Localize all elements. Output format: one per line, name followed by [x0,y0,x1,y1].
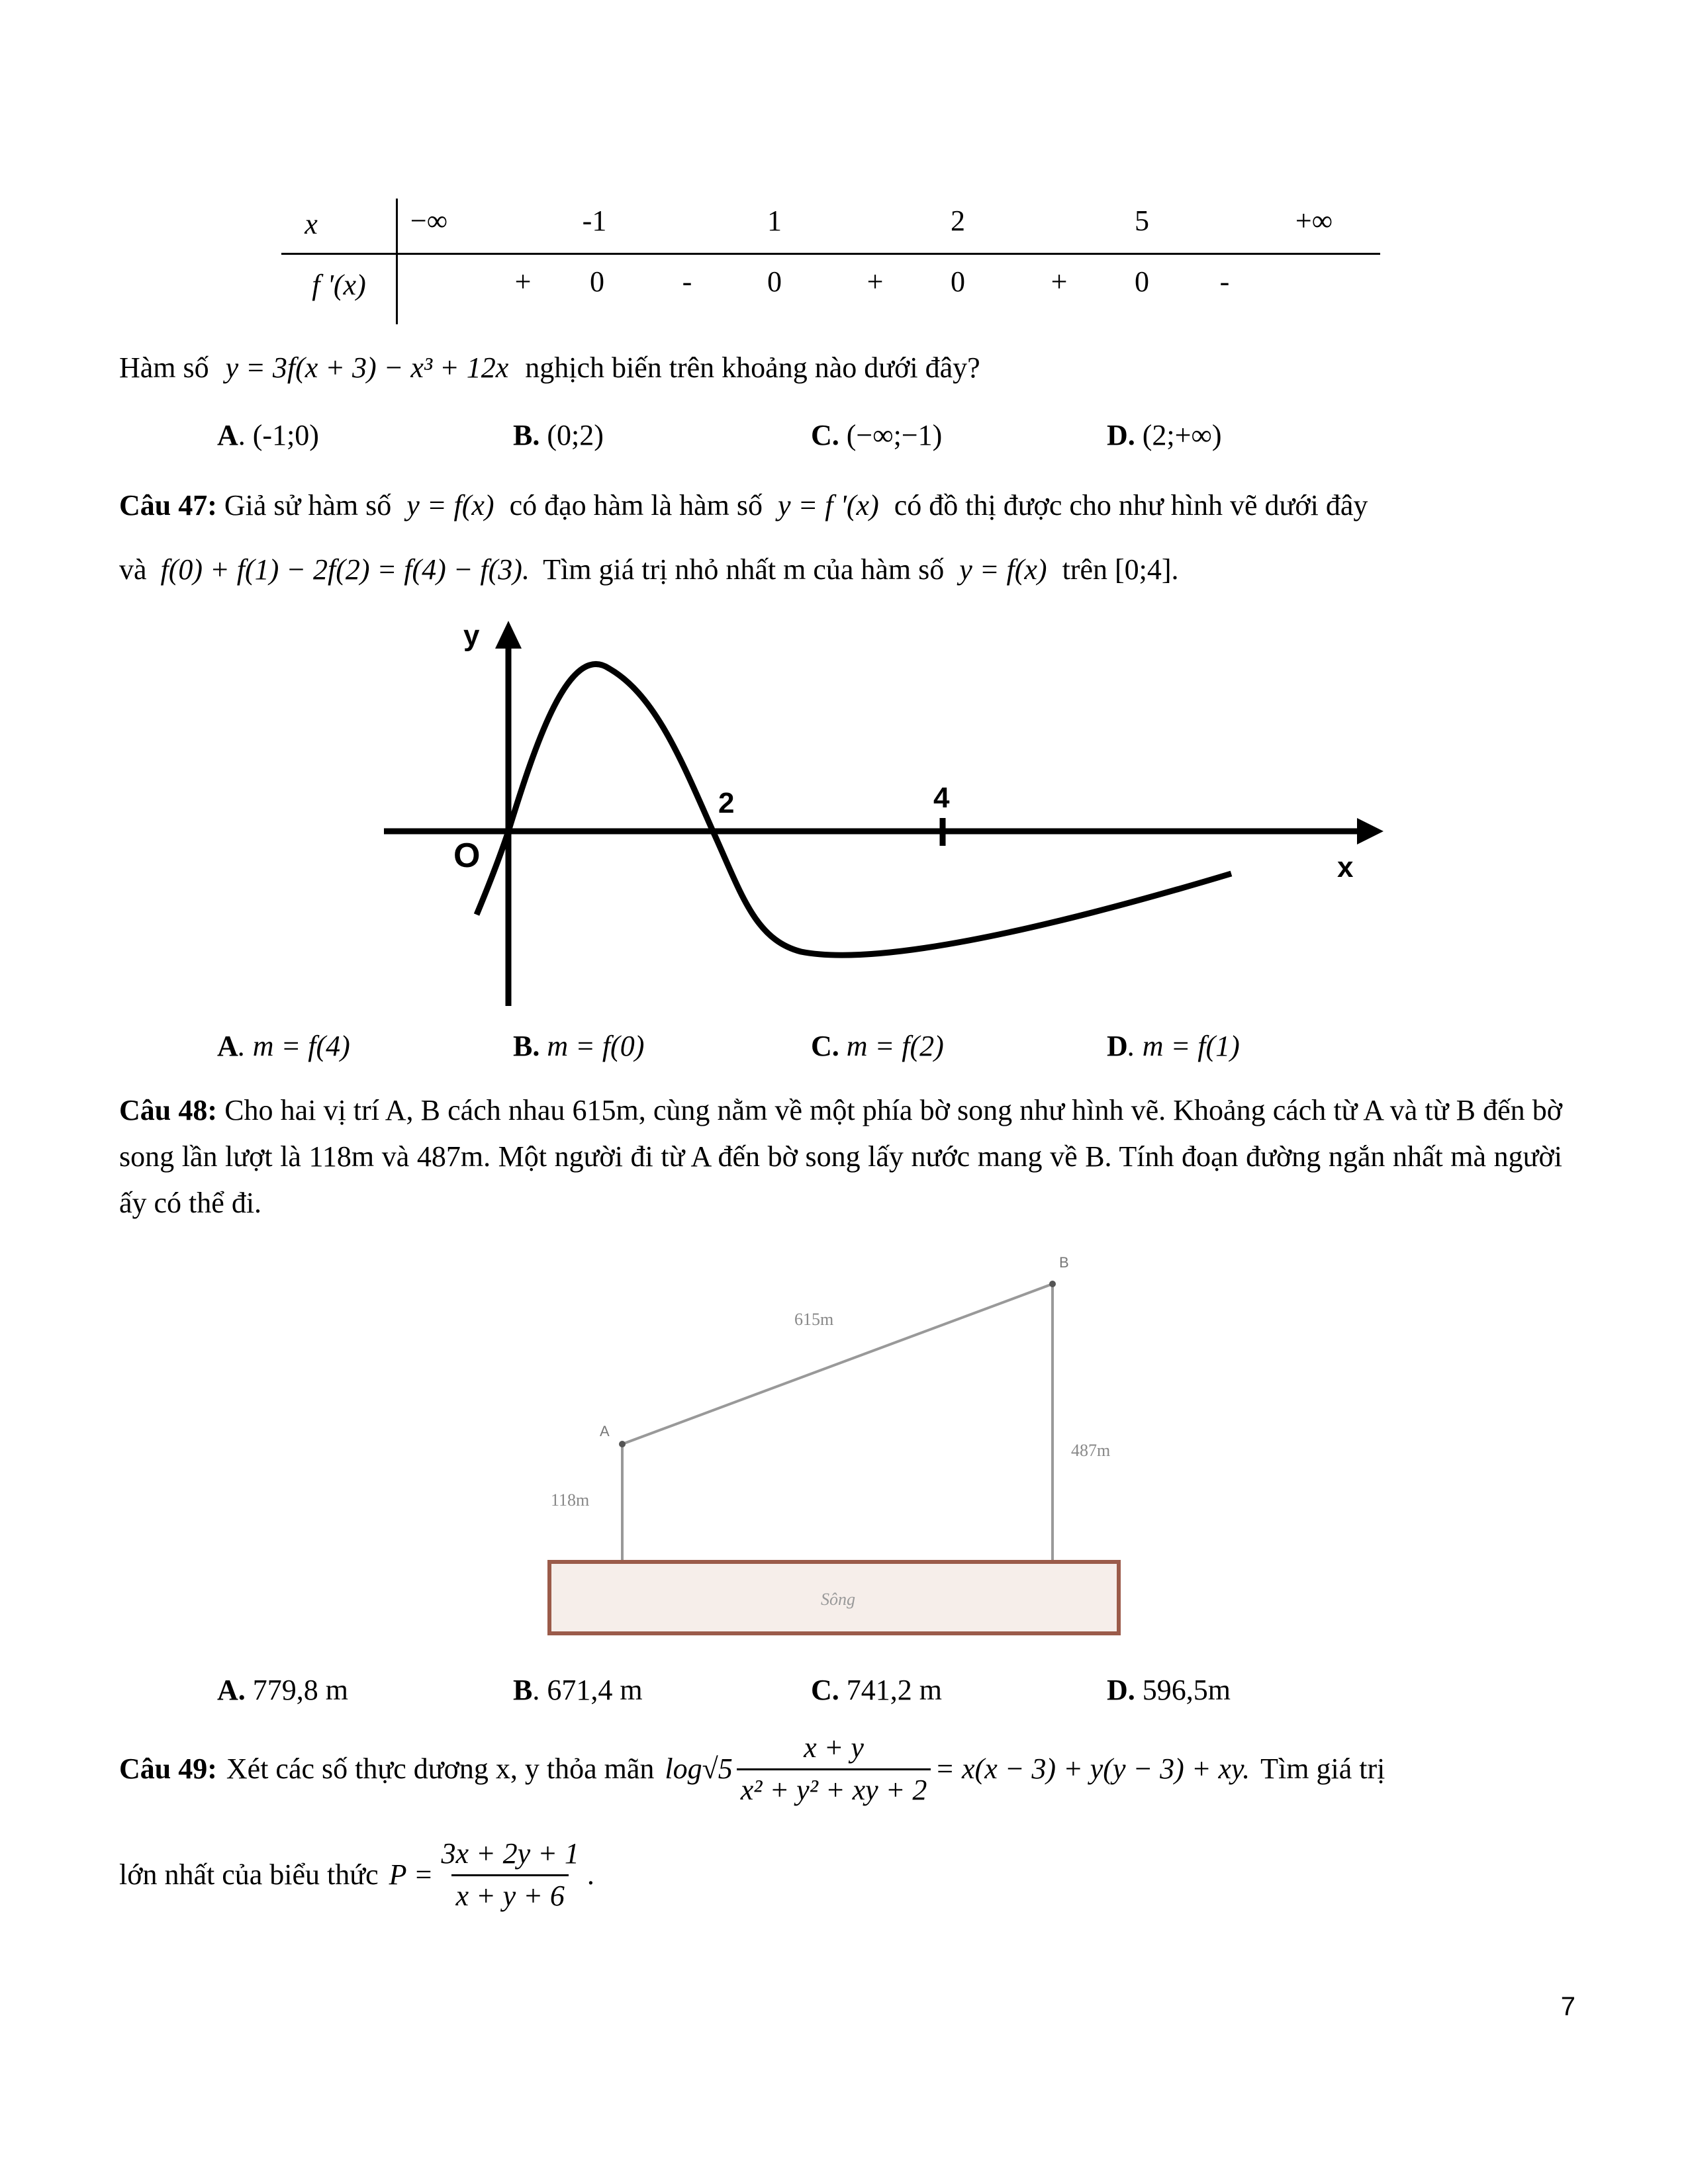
p-lhs: P = [389,1858,434,1891]
q47-formula: y = f(x) [959,553,1047,586]
q47-option-d[interactable]: D. m = f(1) [1107,1030,1240,1062]
q46-option-c[interactable]: C. (−∞;−1) [811,419,943,451]
q49-line-2 [119,1837,594,1914]
q46-option-b[interactable]: B. (0;2) [513,419,604,451]
sign-cell: 0 [590,265,604,298]
q47-text: Tìm giá trị nhỏ nhất m của hàm số [543,553,945,586]
table-column-divider [396,199,398,324]
p-denominator: x + y + 6 [451,1874,568,1914]
q46-stem-suffix: nghịch biến trên khoảng nào dưới đây? [525,351,980,384]
point-a-dot [619,1441,626,1447]
q48-option-c[interactable]: C. 741,2 m [811,1674,943,1706]
q47-text: có đạo hàm là hàm số [509,489,763,522]
x-row-label: x [305,208,318,240]
q49-label: Câu 49: [119,1752,217,1785]
p-numerator: 3x + 2y + 1 [441,1837,579,1870]
q49-text: lớn nhất của biểu thức [119,1858,379,1891]
q46-option-a[interactable]: A. (-1;0) [217,419,319,451]
q48-option-d[interactable]: D. 596,5m [1107,1674,1231,1706]
point-a-label: A [600,1423,610,1439]
q48-option-b[interactable]: B. 671,4 m [513,1674,643,1706]
point-b-dot [1049,1281,1056,1287]
q46-stem [119,351,980,386]
q49-fraction [737,1731,931,1808]
q48-label: Câu 48: [119,1094,218,1126]
q48-stem [119,1087,1562,1226]
q49-log: log√5 [665,1752,733,1785]
sign-cell: - [682,265,692,298]
q47-formula: f(0) + f(1) − 2f(2) = f(4) − f(3). [160,553,530,586]
river-figure [530,1244,1152,1655]
q46-stem-prefix: Hàm số [119,351,209,384]
sign-cell: + [514,265,532,298]
q47-formula: y = f '(x) [778,489,879,522]
q49-text: Xét các số thực dương x, y thỏa mãn [226,1752,655,1785]
q48-text: Cho hai vị trí A, B cách nhau 615m, cùng nằm về một phía bờ song như hình vẽ. Khoảng cách từ A và từ B đến bờ song lần lượt là 118m và 487m. Một người đi từ A đến bờ song lấy nước mang về B. Tính đoạn đường ngắn nhất mà người ấy có thể đi. [119,1094,1563,1219]
derivative-graph [371,609,1390,1019]
tick-label-4: 4 [933,782,950,814]
sign-cell: 0 [951,265,965,298]
q47-option-b[interactable]: B. m = f(0) [513,1030,645,1062]
q46-option-d[interactable]: D. (2;+∞) [1107,419,1222,451]
x-value: −∞ [410,205,448,237]
p-end: . [586,1858,594,1891]
table-row-divider [281,253,1380,255]
x-value: 5 [1135,205,1149,237]
fprime-row-label: f '(x) [312,269,366,301]
river-label: Sông [821,1590,855,1609]
segment-ab [622,1284,1053,1444]
sign-cell: 0 [1135,265,1149,298]
x-axis-arrow [1357,818,1383,844]
tick-label-2: 2 [718,787,735,819]
q47-text: có đồ thị được cho như hình vẽ dưới đây [894,489,1368,522]
q47-text: và [119,553,147,586]
q49-fraction-numerator: x + y [804,1731,864,1764]
b-distance-label: 487m [1071,1441,1111,1460]
q47-text: Giả sử hàm số [224,489,392,522]
q47-option-c[interactable]: C. m = f(2) [811,1030,944,1062]
ab-distance-label: 615m [794,1310,834,1329]
q48-option-a[interactable]: A. 779,8 m [217,1674,349,1706]
q47-line-2 [119,553,1179,588]
q49-fraction-denominator: x² + y² + xy + 2 [737,1768,931,1808]
page-number: 7 [1560,1992,1575,2021]
q47-formula: y = f(x) [406,489,494,522]
x-value: 1 [767,205,782,237]
q47-line-1 [119,488,1368,523]
q47-option-a[interactable]: A. m = f(4) [217,1030,350,1062]
x-axis-label: x [1337,851,1354,884]
sign-cell: + [867,265,884,298]
q49-rhs: = x(x − 3) + y(y − 3) + xy. [935,1752,1250,1785]
fprime-curve [477,664,1231,955]
sign-cell: + [1051,265,1068,298]
q47-text: trên [0;4]. [1062,553,1179,586]
x-value: -1 [582,205,607,237]
sign-cell: 0 [767,265,782,298]
y-axis-label: y [463,619,480,652]
y-axis-arrow [495,621,522,649]
p-fraction [437,1837,583,1914]
sign-cell: - [1219,265,1230,298]
origin-label: O [453,837,481,875]
q49-text: Tìm giá trị [1260,1752,1385,1785]
a-distance-label: 118m [551,1490,590,1510]
q47-label: Câu 47: [119,489,217,522]
point-b-label: B [1059,1254,1069,1271]
x-value: +∞ [1295,205,1333,237]
q46-formula: y = 3f(x + 3) − x³ + 12x [225,351,509,384]
x-value: 2 [951,205,965,237]
q49-line-1 [119,1731,1385,1808]
